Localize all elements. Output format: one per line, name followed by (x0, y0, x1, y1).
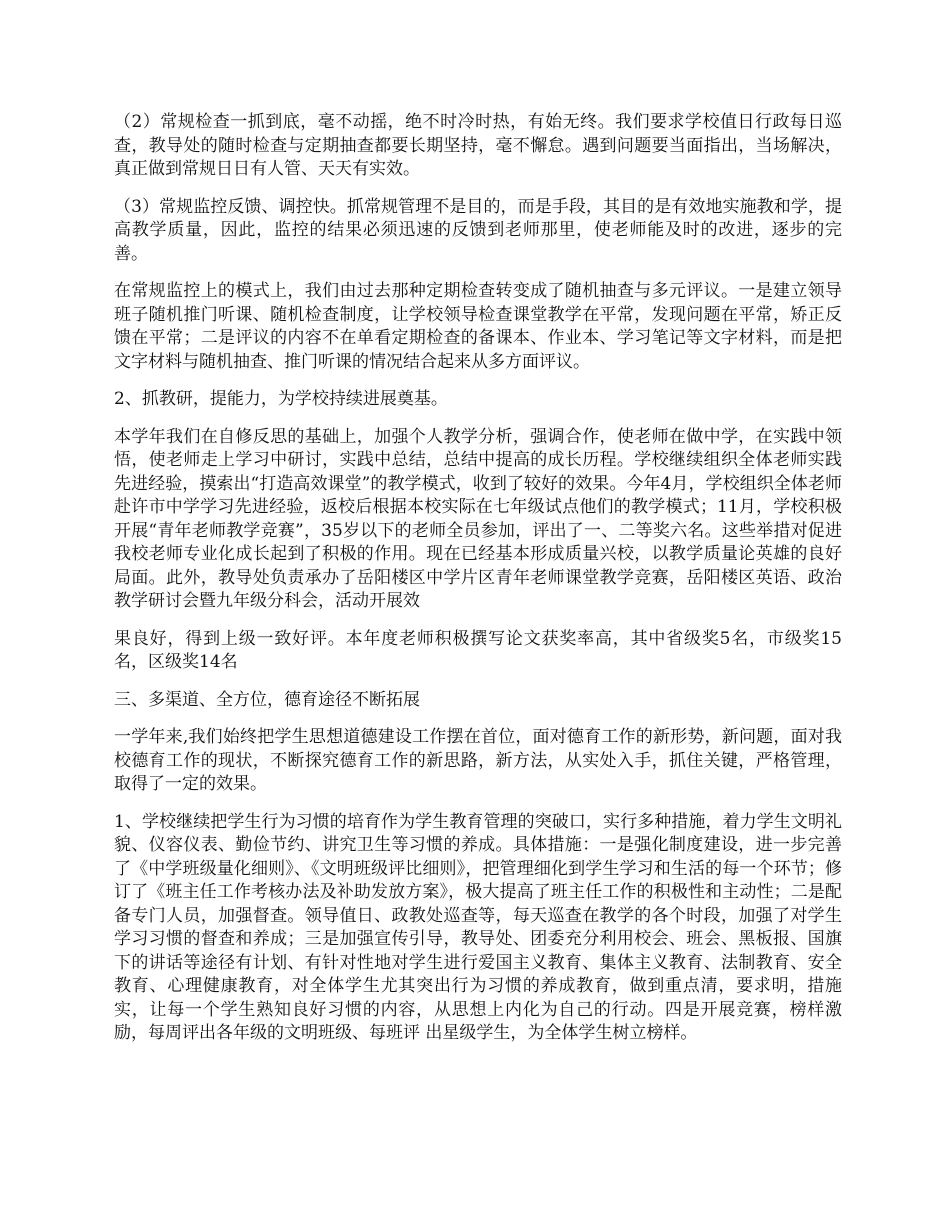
section-heading-moral-education: 三、多渠道、全方位，德育途径不断拓展 (114, 689, 420, 710)
paragraph-monitoring-feedback: （3）常规监控反馈、调控快。抓常规管理不是目的，而是手段，其目的是有效地实施教和学，提高教学质量，因此，监控的结果必须迅速的反馈到老师那里，使老师能及时的改进，逐步的完善。 (114, 196, 842, 264)
paragraph-monitoring-mode: 在常规监控上的模式上，我们由过去那种定期检查转变成了随机抽查与多元评议。一是建立领导班子随机推门听课、随机检查制度，让学校领导检查课堂教学在平常，发现问题在平常，矫正反馈在平常；二是评议的内容不在单看定期检查的备课本、作业本、学习笔记等文字材料，而是把文字材料与随机抽查、推门听课的情况结合起来从多方面评议。 (114, 281, 842, 372)
paragraph-awards: 果良好，得到上级一致好评。本年度老师积极撰写论文获奖率高，其中省级奖5名，市级奖15名，区级奖14名 (114, 628, 842, 672)
section-heading-teaching-research: 2、抓教研，提能力，为学校持续进展奠基。 (114, 389, 448, 409)
paragraph-moral-education-intro: 一学年来,我们始终把学生思想道德建设工作摆在首位，面对德育工作的新形势，新问题，面对我校德育工作的现状，不断探究德育工作的新思路，新方法，从实处入手，抓住关键，严格管理，取得了一定的效果。 (114, 727, 842, 794)
paragraph-routine-check: （2）常规检查一抓到底，毫不动摇，绝不时冷时热，有始无终。我们要求学校值日行政每日巡查，教导处的随时检查与定期抽查都要长期坚持，毫不懈怠。遇到问题要当面指出，当场解决，真正做到常规日日有人管、天天有实效。 (114, 112, 842, 179)
paragraph-behavior-habits: 1、学校继续把学生行为习惯的培育作为学生教育管理的突破口，实行多种措施，着力学生文明礼貌、仪容仪表、勤俭节约、讲究卫生等习惯的养成。具体措施：一是强化制度建设，进一步完善了《中学班级量化细则》、《文明班级评比细则》，把管理细化到学生学习和生活的每一个环节；修订了《班主任工作考核办法及补助发放方案》，极大提高了班主任工作的积极性和主动性；二是配备专门人员，加强督查。领导值日、政教处巡查等，每天巡查在教学的各个时段，加强了对学生学习习惯的督查和养成；三是加强宣传引导，教导处、团委充分利用校会、班会、黑板报、国旗下的讲话等途径有计划、有针对性地对学生进行爱国主义教育、集体主义教育、法制教育、安全教育、心理健康教育，对全体学生尤其突出行为习惯的养成教育，做到重点清，要求明，措施实，让每一个学生熟知良好习惯的内容，从思想上内化为自己的行动。四是开展竞赛，榜样激励，每周评出各年级的文明班级、每班评 出星级学生，为全体学生树立榜样。 (114, 811, 842, 1043)
paragraph-teaching-research: 本学年我们在自修反思的基础上，加强个人教学分析，强调合作，使老师在做中学，在实践中领悟，使老师走上学习中研讨，实践中总结，总结中提高的成长历程。学校继续组织全体老师实践先进经验，摸索出“打造高效课堂”的教学模式，收到了较好的效果。今年4月，学校组织全体老师赴许市中学学习先进经验，返校后根据本校实际在七年级试点他们的教学模式；11月，学校积极开展“青年老师教学竞赛”，35岁以下的老师全员参加，评出了一、二等奖六名。这些举措对促进我校老师专业化成长起到了积极的作用。现在已经基本形成质量兴校，以教学质量论英雄的良好局面。此外，教导处负责承办了岳阳楼区中学片区青年老师课堂教学竞赛，岳阳楼区英语、政治教学研讨会暨九年级分科会，活动开展效 (114, 426, 842, 611)
document-body (114, 111, 842, 1060)
